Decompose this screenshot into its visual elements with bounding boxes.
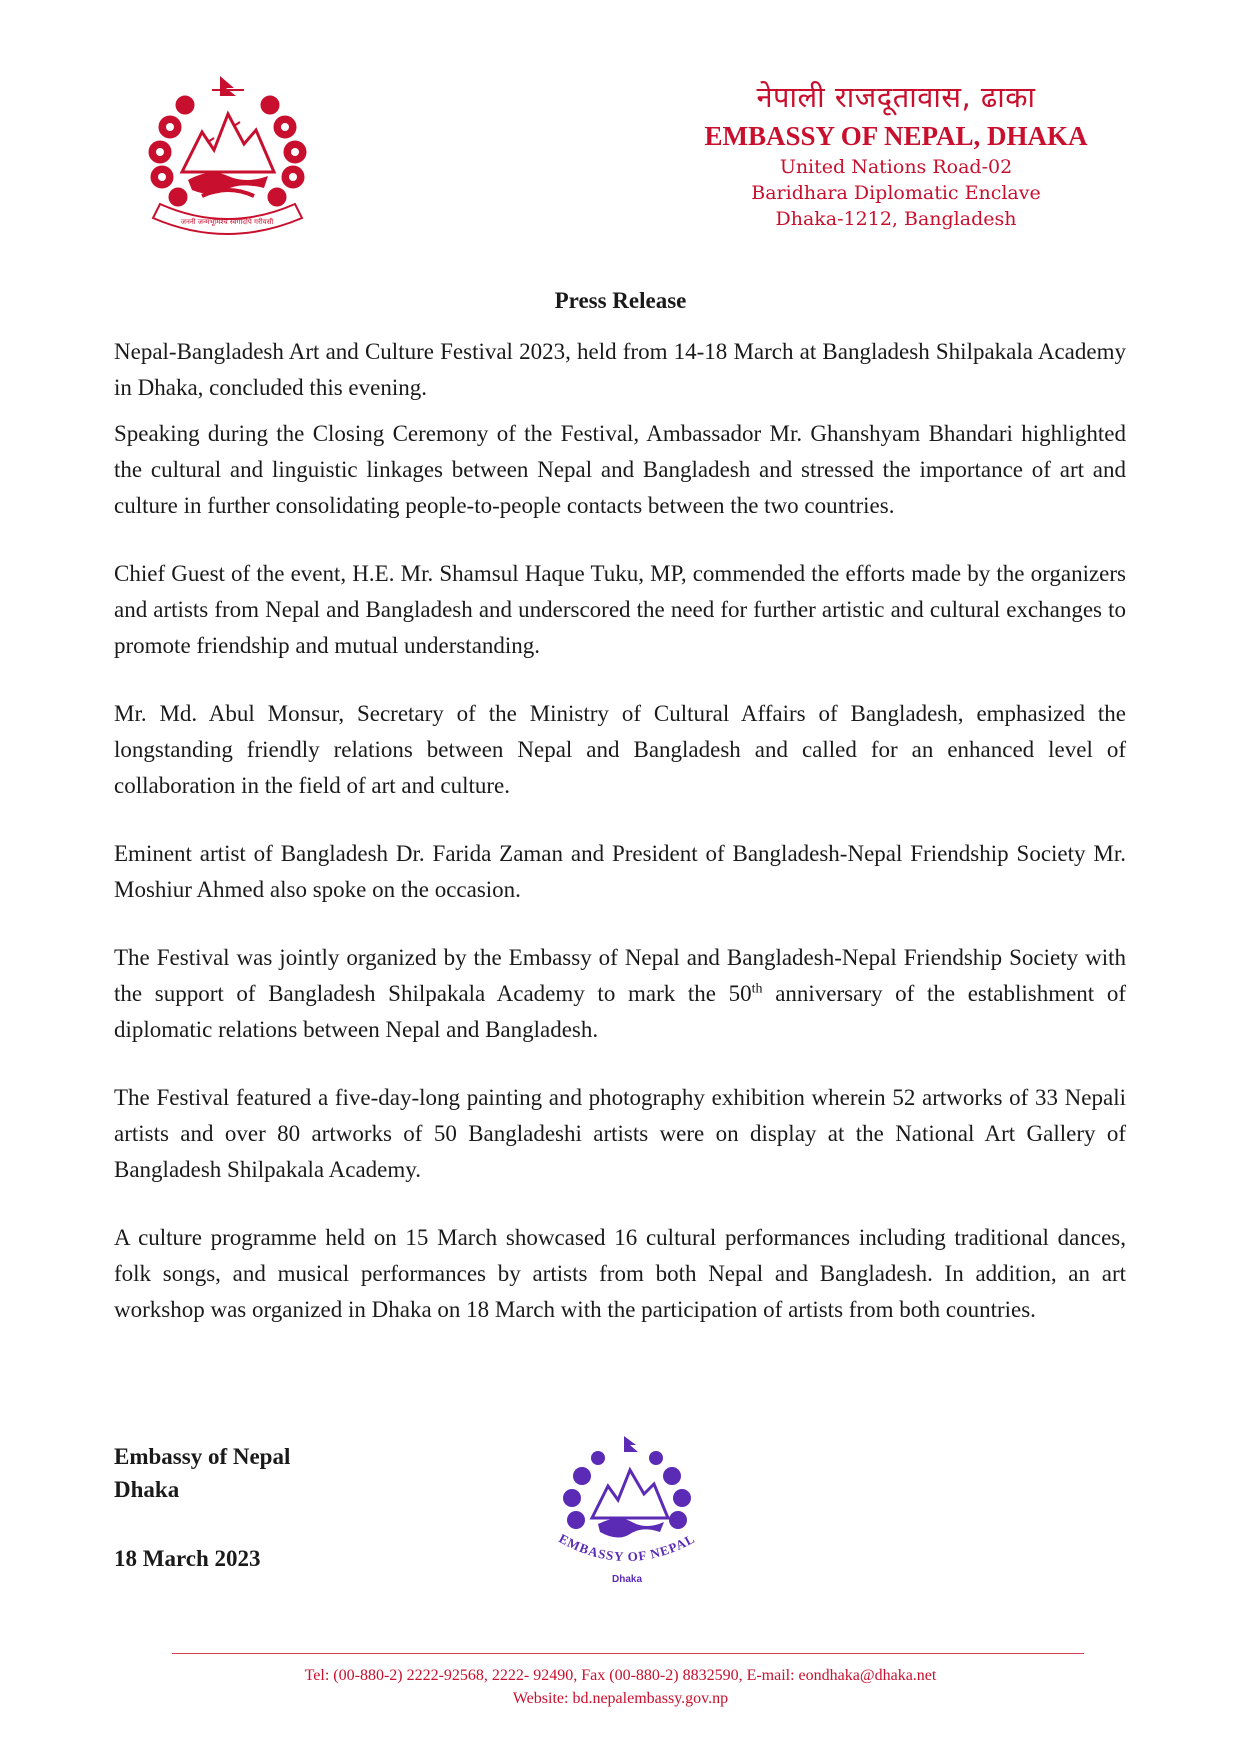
paragraph: Eminent artist of Bangladesh Dr. Farida Zaman and President of Bangladesh-Nepal Friendship Society Mr. Moshiur Ahmed also spoke on the occasion. [114,841,1126,902]
paragraph: Mr. Md. Abul Monsur, Secretary of the Ministry of Cultural Affairs of Bangladesh, emphasized the longstanding friendly relations between Nepal and Bangladesh and called for an enhanced level of collaboration in the field of art and culture. [114,701,1126,798]
press-release-body [114,334,1126,1360]
embassy-name: EMBASSY OF NEPAL, DHAKA [704,121,1088,151]
emblem-motto: जननी जन्मभूमिश्च स्वर्गादपि गरीयसी [180,218,274,226]
paragraph: The Festival featured a five-day-long painting and photography exhibition wherein 52 artworks of 33 Nepali artists and over 80 artworks of 50 Bangladeshi artists were on display at the National Art Gallery of Bangladesh Shilpakala Academy. [114,1085,1126,1182]
paragraph: Speaking during the Closing Ceremony of the Festival, Ambassador Mr. Ghanshyam Bhandari highlighted the cultural and linguistic linkages between Nepal and Bangladesh and stressed the importance of art and culture in further consolidating people-to-people contacts between the two countries. [114,421,1126,518]
document-title: Press Release [554,288,687,313]
stamp-text: EMBASSY OF NEPAL [556,1530,698,1565]
embassy-stamp [548,1432,706,1592]
footer-website: Website: bd.nepalembassy.gov.np [512,1690,729,1707]
signature-block [114,1440,290,1506]
signatory-name: Embassy of Nepal [114,1444,291,1469]
paragraph: A culture programme held on 15 March showcased 16 cultural performances including traditional dances, folk songs, and musical performances by artists from both Nepal and Bangladesh. In addition, an art workshop was organized in Dhaka on 18 March with the participation of artists from both countries. [114,1225,1126,1322]
footer-contact: Tel: (00-880-2) 2222-92568, 2222- 92490, Fax (00-880-2) 8832590, E-mail: eondhaka@dhaka.net [304,1667,937,1684]
embassy-name-nepali: नेपाली राजदूतावास, ढाका [756,80,1036,114]
footer [0,1664,1241,1710]
address-line: Dhaka-1212, Bangladesh [775,208,1017,230]
address-line: United Nations Road-02 [779,156,1013,178]
letterhead [681,78,1111,232]
release-date: 18 March 2023 [114,1546,261,1571]
footer-divider [172,1653,1084,1654]
ordinal-suffix: th [751,981,763,997]
paragraph: Chief Guest of the event, H.E. Mr. Shamsul Haque Tuku, MP, commended the efforts made by the organizers and artists from Nepal and Bangladesh and underscored the need for further artistic and cultural exchanges to promote friendship and mutual understanding. [114,561,1126,658]
paragraph: Nepal-Bangladesh Art and Culture Festival 2023, held from 14-18 March at Bangladesh Shilpakala Academy in Dhaka, concluded this evening. [114,339,1126,400]
paragraph-text: anniversary of the establishment of diplomatic relations between Nepal and Bangladesh. [114,981,1126,1042]
nepal-emblem-logo [140,72,315,237]
paragraph [114,940,1126,1048]
paragraph-text: The Festival was jointly organized by the Embassy of Nepal and Bangladesh-Nepal Friendship Society with the support of Bangladesh Shilpakala Academy to mark the 50 [114,945,1126,1006]
stamp-city: Dhaka [611,1574,643,1585]
signatory-city: Dhaka [114,1477,180,1502]
address-line: Baridhara Diplomatic Enclave [751,182,1041,204]
